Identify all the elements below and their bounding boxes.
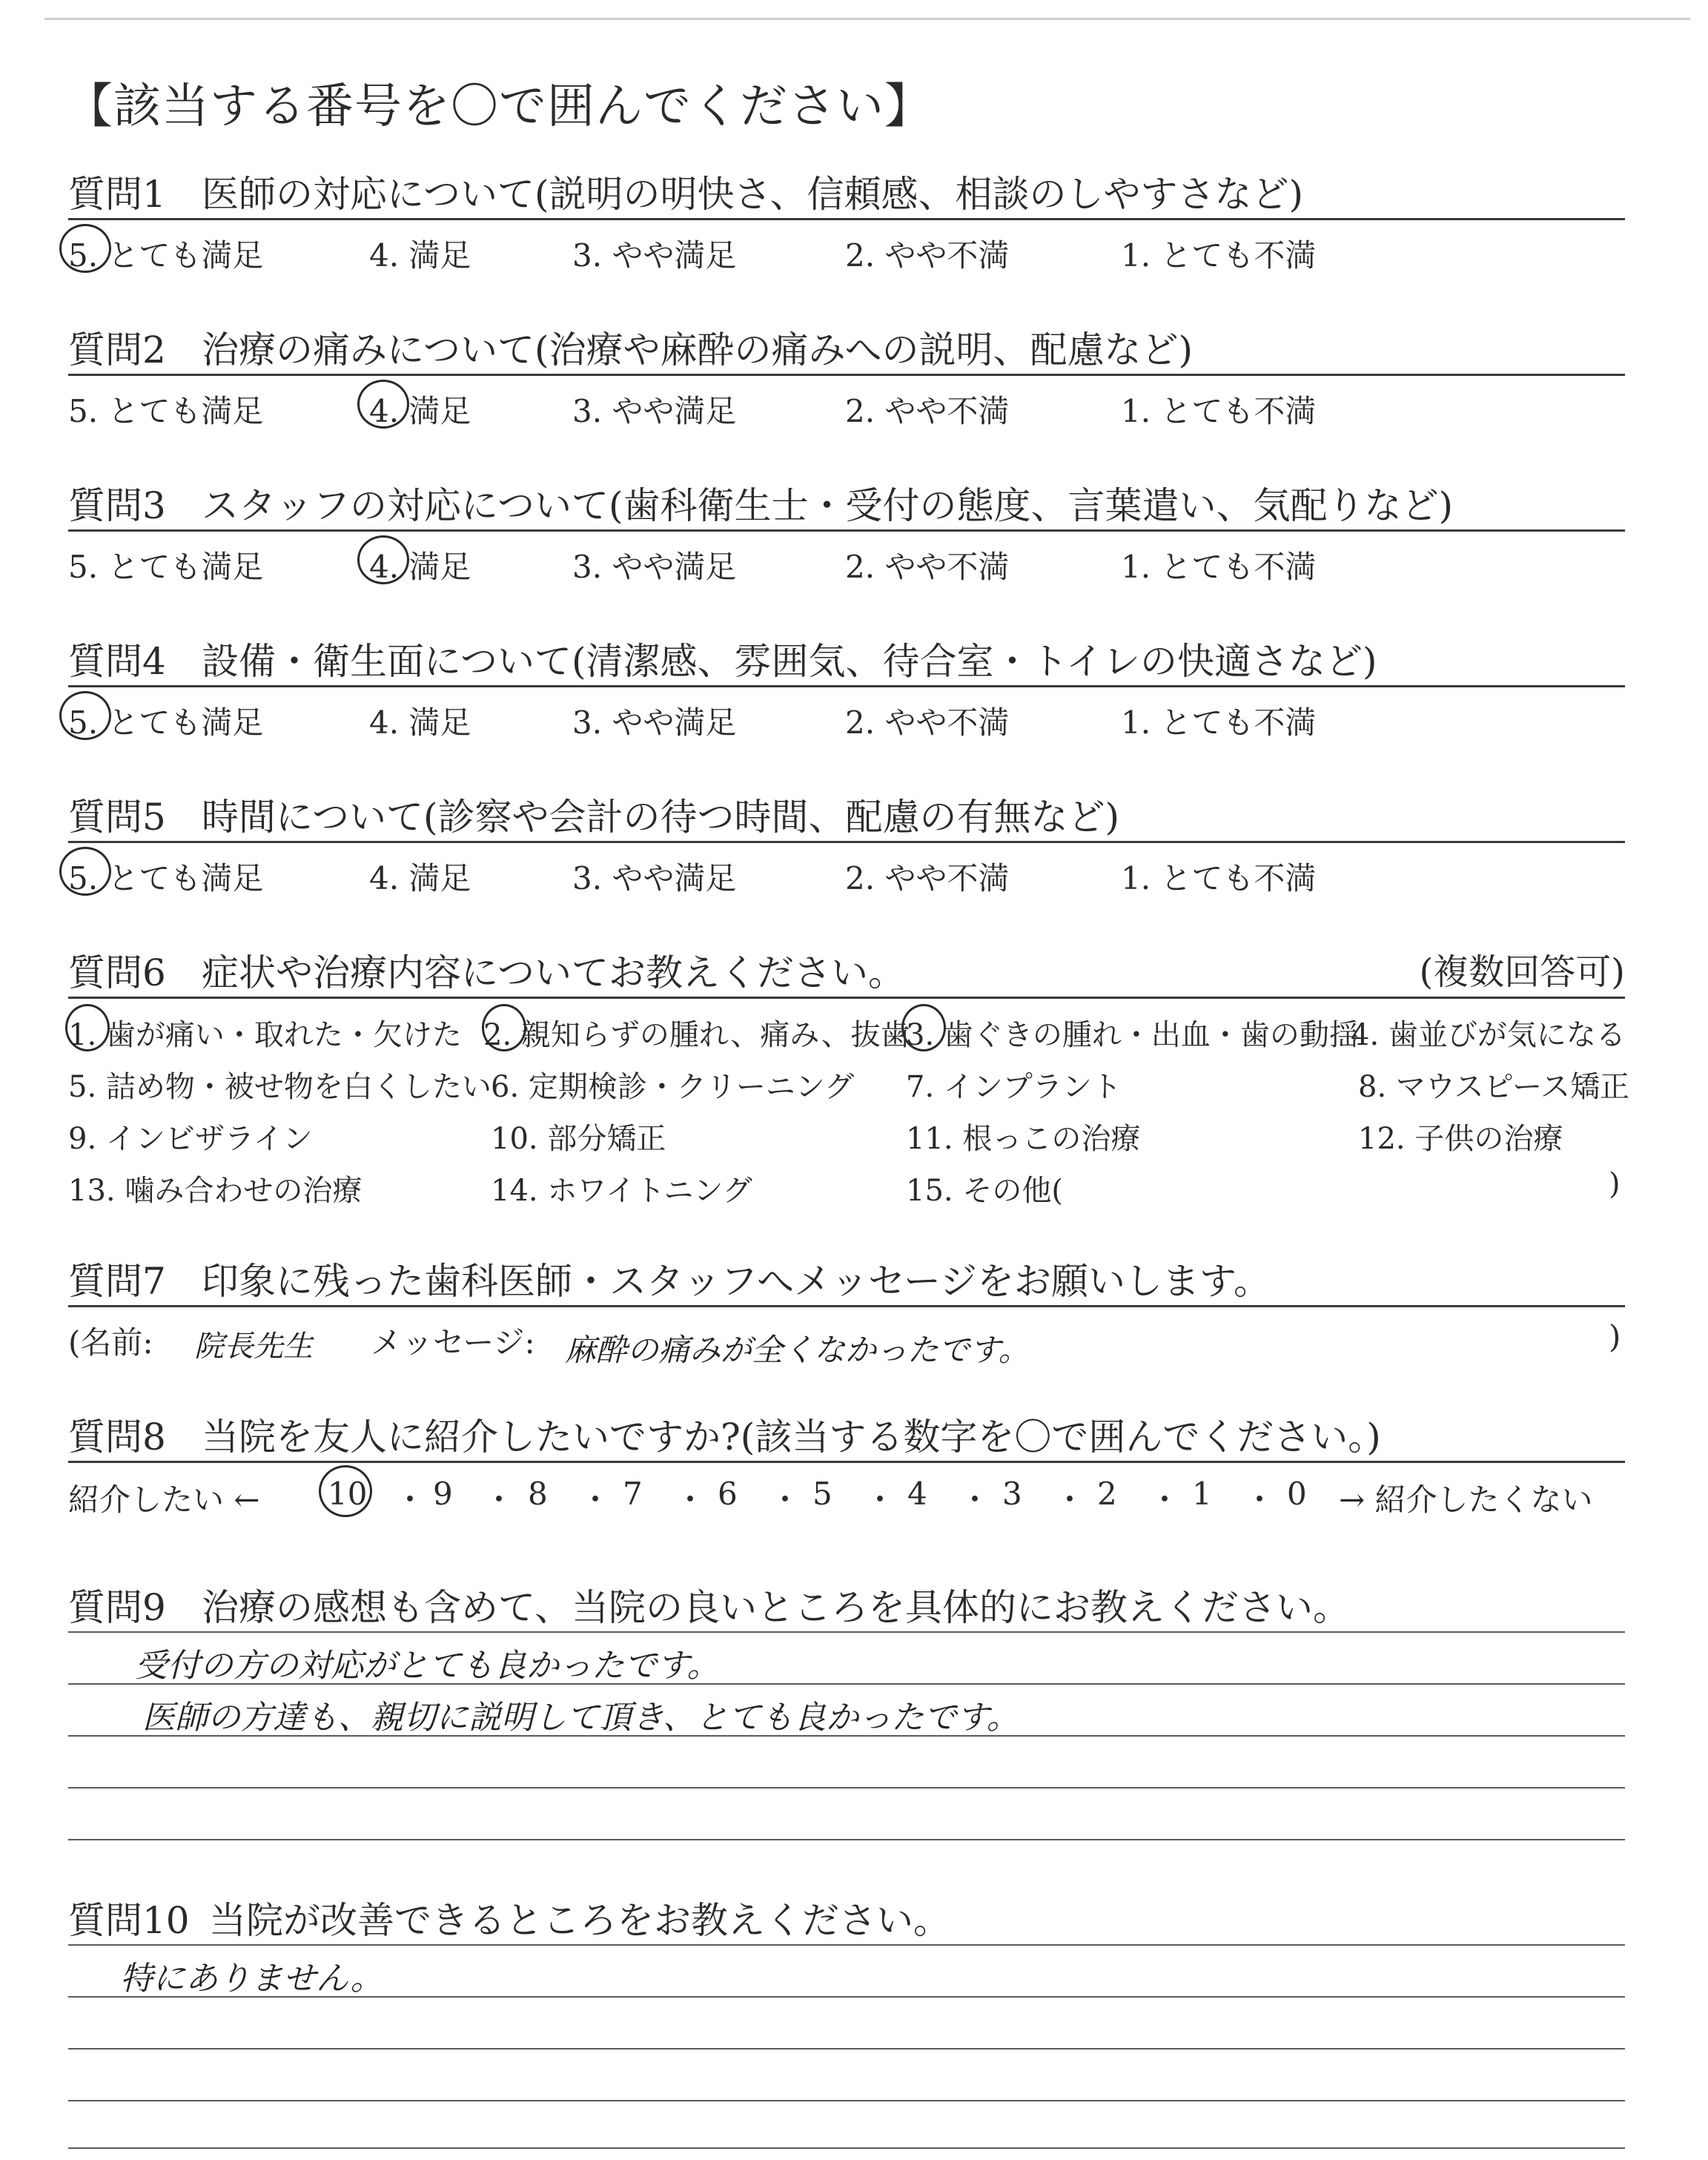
question-10-heading xyxy=(68,1891,950,1944)
rating-option-1[interactable]: 1. とても不満 xyxy=(1121,237,1317,274)
answer-text-line-1[interactable]: 受付の方の対応がとても良かったです。 xyxy=(135,1647,720,1685)
answer-line xyxy=(68,1631,1625,1633)
question-8-heading xyxy=(68,1407,1381,1461)
rating-option-3[interactable]: 3. やや満足 xyxy=(572,237,737,274)
selection-circle xyxy=(59,691,111,740)
question-rule xyxy=(68,1305,1625,1307)
treatment-option-2[interactable]: 2. 親知らずの腫れ、痛み、抜歯 xyxy=(483,1018,910,1052)
treatment-option-7[interactable]: 7. インプラント xyxy=(906,1070,1122,1104)
rating-option-2[interactable]: 2. やや不満 xyxy=(845,237,1010,274)
question-text: 治療の痛みについて(治療や麻酔の痛みへの説明、配慮など) xyxy=(202,328,1194,371)
question-number: 質問9 xyxy=(68,1586,166,1629)
answer-line xyxy=(68,2048,1625,2050)
selection-circle xyxy=(65,1004,110,1051)
question-number: 質問8 xyxy=(68,1416,166,1459)
rating-option-2[interactable]: 2. やや不満 xyxy=(845,393,1010,429)
question-text: 医師の対応について(説明の明快さ、信頼感、相談のしやすさなど) xyxy=(202,173,1304,216)
treatment-option-11[interactable]: 11. 根っこの治療 xyxy=(906,1122,1141,1156)
rating-option-1[interactable]: 1. とても不満 xyxy=(1121,860,1317,896)
rating-option-5[interactable]: 5. とても満足 xyxy=(68,860,264,896)
scale-value-8[interactable]: 8 xyxy=(528,1476,548,1512)
question-rule xyxy=(68,529,1625,532)
question-text: 設備・衛生面について(清潔感、雰囲気、待合室・トイレの快適さなど) xyxy=(202,640,1377,683)
answer-line xyxy=(68,1787,1625,1789)
selection-circle xyxy=(319,1465,372,1517)
question-9-heading xyxy=(68,1578,1350,1631)
rating-option-5[interactable]: 5. とても満足 xyxy=(68,704,264,741)
question-7-heading xyxy=(68,1252,1271,1305)
treatment-option-4[interactable]: 4. 歯並びが気になる xyxy=(1351,1018,1626,1052)
scale-value-6[interactable]: 6 xyxy=(718,1476,738,1512)
question-1-heading xyxy=(68,165,1303,218)
rating-option-3[interactable]: 3. やや満足 xyxy=(572,860,737,896)
answer-line xyxy=(68,2147,1625,2149)
scale-value-5[interactable]: 5 xyxy=(812,1476,833,1512)
message-value[interactable]: 麻酔の痛みが全くなかったです。 xyxy=(565,1332,1030,1368)
question-number: 質問3 xyxy=(68,484,166,527)
question-number: 質問6 xyxy=(68,951,166,994)
question-4-heading xyxy=(68,632,1377,685)
question-rule xyxy=(68,997,1625,999)
scale-value-10[interactable]: 10 xyxy=(328,1476,368,1512)
selection-circle xyxy=(901,1004,946,1051)
question-number: 質問10 xyxy=(68,1899,190,1942)
answer-text-line-1[interactable]: 特にありません。 xyxy=(120,1960,383,1998)
question-number: 質問2 xyxy=(68,328,166,371)
answer-line xyxy=(68,1839,1625,1840)
selection-circle xyxy=(357,535,409,584)
other-close-paren: ) xyxy=(1609,1167,1621,1201)
question-6-heading xyxy=(68,943,905,997)
scale-value-3[interactable]: 3 xyxy=(1002,1476,1022,1512)
question-3-heading xyxy=(68,476,1453,529)
treatment-option-12[interactable]: 12. 子供の治療 xyxy=(1358,1122,1563,1156)
rating-option-2[interactable]: 2. やや不満 xyxy=(845,704,1010,741)
question-text: 当院が改善できるところをお教えください。 xyxy=(209,1899,950,1942)
question-text: スタッフの対応について(歯科衛生士・受付の態度、言葉遣い、気配りなど) xyxy=(202,484,1454,527)
treatment-option-5[interactable]: 5. 詰め物・被せ物を白くしたい xyxy=(68,1070,491,1104)
rating-option-1[interactable]: 1. とても不満 xyxy=(1121,549,1317,585)
rating-option-2[interactable]: 2. やや不満 xyxy=(845,549,1010,585)
question-text: 症状や治療内容についてお教えください。 xyxy=(202,951,905,994)
scale-value-2[interactable]: 2 xyxy=(1097,1476,1117,1512)
scale-left-label: 紹介したい ← xyxy=(68,1482,260,1518)
treatment-option-14[interactable]: 14. ホワイトニング xyxy=(491,1174,752,1208)
name-label: (名前: xyxy=(68,1324,153,1361)
rating-option-5[interactable]: 5. とても満足 xyxy=(68,393,264,429)
rating-option-5[interactable]: 5. とても満足 xyxy=(68,237,264,274)
question-text: 時間について(診察や会計の待つ時間、配慮の有無など) xyxy=(202,796,1120,839)
rating-option-1[interactable]: 1. とても不満 xyxy=(1121,704,1317,741)
question-5-heading xyxy=(68,787,1119,841)
selection-circle xyxy=(59,224,111,273)
question-rule xyxy=(68,841,1625,843)
treatment-option-15[interactable]: 15. その他( xyxy=(906,1174,1063,1208)
question-number: 質問7 xyxy=(68,1260,166,1303)
answer-text-line-2[interactable]: 医師の方達も、親切に説明して頂き、とても良かったです。 xyxy=(142,1699,1019,1737)
selection-circle xyxy=(357,380,409,429)
treatment-option-9[interactable]: 9. インビザライン xyxy=(68,1122,313,1156)
question-rule xyxy=(68,685,1625,687)
name-value[interactable]: 院長先生 xyxy=(194,1330,313,1364)
question-number: 質問1 xyxy=(68,173,166,216)
message-row xyxy=(68,1318,1625,1370)
rating-option-2[interactable]: 2. やや不満 xyxy=(845,860,1010,896)
scale-value-1[interactable]: 1 xyxy=(1192,1476,1212,1512)
selection-circle xyxy=(59,847,111,896)
rating-option-4[interactable]: 4. 満足 xyxy=(369,704,471,741)
scale-value-7[interactable]: 7 xyxy=(623,1476,643,1512)
treatment-option-6[interactable]: 6. 定期検診・クリーニング xyxy=(491,1070,855,1104)
question-rule xyxy=(68,1461,1625,1463)
question-text: 印象に残った歯科医師・スタッフへメッセージをお願いします。 xyxy=(202,1260,1271,1303)
scale-value-4[interactable]: 4 xyxy=(907,1476,927,1512)
treatment-option-1[interactable]: 1. 歯が痛い・取れた・欠けた xyxy=(68,1018,462,1052)
multiple-answers-note: (複数回答可) xyxy=(1419,951,1625,993)
question-text: 当院を友人に紹介したいですか?(該当する数字を〇で囲んでください。) xyxy=(202,1416,1381,1459)
page-top-rule xyxy=(44,18,1690,20)
scale-value-9[interactable]: 9 xyxy=(433,1476,453,1512)
rating-option-4[interactable]: 4. 満足 xyxy=(369,237,471,274)
rating-option-5[interactable]: 5. とても満足 xyxy=(68,549,264,585)
page-title: 【該当する番号を〇で囲んでください】 xyxy=(65,79,933,134)
rating-option-3[interactable]: 3. やや満足 xyxy=(572,549,737,585)
treatment-option-13[interactable]: 13. 噛み合わせの治療 xyxy=(68,1174,363,1208)
rating-option-3[interactable]: 3. やや満足 xyxy=(572,393,737,429)
answer-line xyxy=(68,1944,1625,1946)
question-rule xyxy=(68,218,1625,220)
scale-value-0[interactable]: 0 xyxy=(1287,1476,1307,1512)
question-number: 質問5 xyxy=(68,796,166,839)
question-2-heading xyxy=(68,320,1193,374)
answer-line xyxy=(68,2100,1625,2101)
message-close-paren: ) xyxy=(1609,1318,1621,1355)
rating-option-3[interactable]: 3. やや満足 xyxy=(572,704,737,741)
treatment-option-8[interactable]: 8. マウスピース矯正 xyxy=(1358,1070,1630,1104)
rating-option-4[interactable]: 4. 満足 xyxy=(369,860,471,896)
treatment-options xyxy=(68,1011,1630,1234)
question-number: 質問4 xyxy=(68,640,166,683)
selection-circle xyxy=(482,1004,526,1051)
referral-scale: 紹介したい ← 10 ・ 9 ・ 8 ・ 7 ・ 6 ・ 5 ・ 4 ・ 3 ・ 2 ・ 1 ・ 0 → 紹介したくない xyxy=(68,1476,1625,1520)
rating-option-1[interactable]: 1. とても不満 xyxy=(1121,393,1317,429)
treatment-option-3[interactable]: 3. 歯ぐきの腫れ・出血・歯の動揺 xyxy=(906,1018,1359,1052)
rating-option-4[interactable]: 4. 満足 xyxy=(369,549,471,585)
rating-option-4[interactable]: 4. 満足 xyxy=(369,393,471,429)
question-text: 治療の感想も含めて、当院の良いところを具体的にお教えください。 xyxy=(202,1586,1350,1629)
question-rule xyxy=(68,374,1625,376)
scale-right-label: → 紹介したくない xyxy=(1339,1482,1593,1518)
treatment-option-10[interactable]: 10. 部分矯正 xyxy=(491,1122,666,1156)
message-label: メッセージ: xyxy=(371,1324,535,1361)
